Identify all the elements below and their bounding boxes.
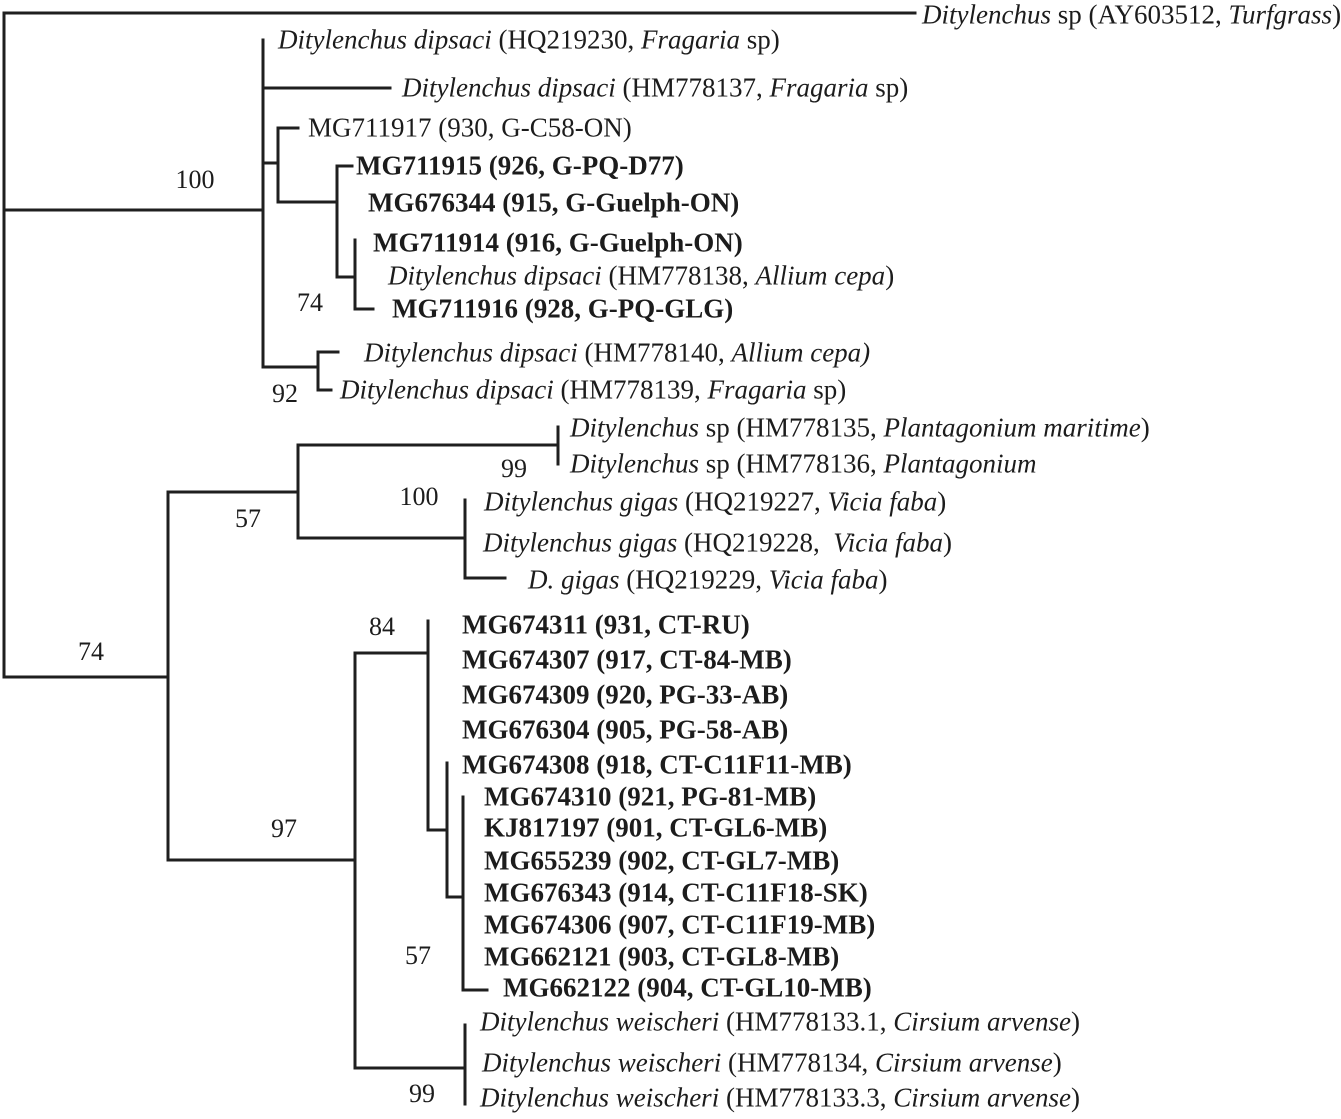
taxon-label-segment: (HM778134, <box>721 1047 875 1078</box>
taxon-label-italic-segment: Allium cepa) <box>731 337 871 368</box>
taxon-label <box>368 187 740 218</box>
taxon-label <box>388 260 895 291</box>
taxon-label-italic-segment: Ditylenchus gigas <box>483 527 678 558</box>
taxon-label-italic-segment: Ditylenchus <box>570 448 699 479</box>
taxon-label-italic-segment: Vicia faba <box>768 564 879 595</box>
taxon-label-segment: MG711916 (928, G-PQ-GLG) <box>392 293 734 324</box>
taxon-label-segment: (HQ219230, <box>491 24 641 55</box>
taxon-label-segment: ) <box>1070 1006 1080 1037</box>
taxon-label-italic-segment: Ditylenchus dipsaci <box>278 24 492 55</box>
taxon-label-segment: MG711917 (930, G-C58-ON) <box>308 112 632 143</box>
taxon-label-italic-segment: Ditylenchus dipsaci <box>402 72 616 103</box>
taxon-label <box>484 909 876 940</box>
taxon-label-segment: (HM778138, <box>601 260 756 291</box>
taxon-label-segment: MG674309 (920, PG-33-AB) <box>462 679 789 710</box>
taxon-label <box>484 941 840 972</box>
taxon-label-italic-segment: Fragaria <box>707 374 807 405</box>
taxon-label <box>364 337 871 368</box>
taxon-label-italic-segment: Fragaria <box>769 72 869 103</box>
bootstrap-value: 84 <box>369 612 395 641</box>
taxon-label-segment: MG674307 (917, CT-84-MB) <box>462 644 792 675</box>
taxon-label-segment: MG674310 (921, PG-81-MB) <box>484 781 817 812</box>
taxon-label <box>278 24 780 55</box>
taxon-label-segment: sp (AY603512, <box>1050 0 1229 30</box>
taxon-label-segment: sp) <box>739 24 780 55</box>
taxon-label-segment: MG655239 (902, CT-GL7-MB) <box>484 845 840 876</box>
taxon-label-segment: (HM778140, <box>577 337 732 368</box>
taxon-label <box>484 845 840 876</box>
taxon-label-italic-segment: Vicia faba <box>827 486 938 517</box>
taxon-label <box>462 679 789 710</box>
taxon-label-segment: (HQ219228, <box>677 527 834 558</box>
taxon-label-segment: MG676304 (905, PG-58-AB) <box>462 714 789 745</box>
taxon-label <box>482 1047 1062 1078</box>
bootstrap-value: 74 <box>78 637 104 666</box>
taxon-label-italic-segment: Vicia faba <box>833 527 943 558</box>
taxon-label <box>528 564 888 595</box>
taxon-label-segment: (HM778139, <box>553 374 708 405</box>
taxon-label-segment: sp) <box>868 72 909 103</box>
taxon-label <box>570 412 1150 443</box>
taxon-label-italic-segment: Ditylenchus <box>922 0 1051 30</box>
taxon-label-segment: MG662122 (904, CT-GL10-MB) <box>503 972 872 1003</box>
taxon-label-segment: ) <box>937 486 947 517</box>
taxon-label-segment: MG711915 (926, G-PQ-D77) <box>356 150 684 181</box>
taxon-label-italic-segment: Cirsium arvense <box>893 1006 1071 1037</box>
taxon-label-italic-segment: Ditylenchus dipsaci <box>388 260 602 291</box>
taxon-label <box>484 781 817 812</box>
taxon-label-segment: MG662121 (903, CT-GL8-MB) <box>484 941 840 972</box>
taxon-label <box>373 227 743 258</box>
taxon-label <box>462 609 750 640</box>
taxon-label <box>462 714 789 745</box>
taxon-label-segment: (HQ219229, <box>619 564 769 595</box>
taxon-label-italic-segment: Turfgrass <box>1228 0 1333 30</box>
taxon-label <box>462 749 852 780</box>
taxon-label-italic-segment: Ditylenchus gigas <box>484 486 679 517</box>
taxon-label <box>340 374 847 405</box>
bootstrap-value: 99 <box>409 1079 435 1108</box>
taxon-label <box>308 112 632 143</box>
taxon-label-segment: (HQ219227, <box>678 486 828 517</box>
taxon-label-italic-segment: Plantagonium maritime <box>883 412 1141 443</box>
taxon-label-segment: MG676344 (915, G-Guelph-ON) <box>368 187 740 218</box>
taxon-label-italic-segment: Ditylenchus dipsaci <box>340 374 554 405</box>
taxon-label-segment: ) <box>1332 0 1341 30</box>
taxon-label <box>484 486 947 517</box>
taxon-label-italic-segment: Ditylenchus weischeri <box>482 1047 722 1078</box>
taxon-label-italic-segment: Allium cepa <box>755 260 886 291</box>
taxon-label <box>483 527 952 558</box>
taxon-label <box>570 448 1037 479</box>
taxon-label <box>392 293 734 324</box>
taxon-label-italic-segment: Ditylenchus weischeri <box>480 1082 720 1113</box>
taxon-label-italic-segment: Fragaria <box>640 24 740 55</box>
bootstrap-value: 57 <box>405 941 431 970</box>
bootstrap-value: 100 <box>399 482 439 511</box>
taxon-label-segment: (HM778133.1, <box>719 1006 894 1037</box>
taxon-label-italic-segment: D. gigas <box>528 564 620 595</box>
bootstrap-value: 92 <box>272 379 298 408</box>
taxon-label-segment: MG674306 (907, CT-C11F19-MB) <box>484 909 876 940</box>
taxon-label-segment: ) <box>1070 1082 1080 1113</box>
taxon-label <box>922 2 1341 29</box>
bootstrap-value: 100 <box>175 165 215 194</box>
taxon-label-italic-segment: Ditylenchus weischeri <box>480 1006 720 1037</box>
bootstrap-value: 97 <box>271 814 297 843</box>
taxon-label <box>402 72 909 103</box>
taxon-label-segment: ) <box>942 527 952 558</box>
taxon-label <box>484 812 828 843</box>
taxon-label-italic-segment: Cirsium arvense <box>874 1047 1053 1078</box>
taxon-label-segment: sp (HM778136, <box>698 448 884 479</box>
taxon-label-segment: sp (HM778135, <box>698 412 884 443</box>
taxon-label <box>480 1006 1080 1037</box>
bootstrap-value: 99 <box>501 454 527 483</box>
bootstrap-value: 57 <box>235 504 261 533</box>
taxon-label-segment: KJ817197 (901, CT-GL6-MB) <box>484 812 828 843</box>
taxon-label <box>462 644 792 675</box>
taxon-label-segment: ) <box>1140 412 1150 443</box>
taxon-label <box>480 1082 1080 1113</box>
taxon-label-segment: ) <box>885 260 895 291</box>
taxon-label-segment: (HM778133.3, <box>719 1082 894 1113</box>
taxon-label <box>503 972 872 1003</box>
taxon-label-italic-segment: Ditylenchus dipsaci <box>364 337 578 368</box>
taxon-label <box>356 150 684 181</box>
taxon-label-italic-segment: Cirsium arvense <box>893 1082 1071 1113</box>
taxon-label-segment: MG674311 (931, CT-RU) <box>462 609 750 640</box>
taxon-label-italic-segment: Ditylenchus <box>570 412 699 443</box>
bootstrap-value: 74 <box>297 288 323 317</box>
taxon-label-segment: ) <box>878 564 888 595</box>
taxon-label-italic-segment: Plantagonium <box>883 448 1037 479</box>
taxon-label-segment: MG711914 (916, G-Guelph-ON) <box>373 227 743 258</box>
taxon-label-segment: MG674308 (918, CT-C11F11-MB) <box>462 749 852 780</box>
taxon-label-segment: sp) <box>806 374 847 405</box>
taxon-label-segment: MG676343 (914, CT-C11F18-SK) <box>484 877 868 908</box>
taxon-label-segment: ) <box>1052 1047 1062 1078</box>
taxon-label-segment: (HM778137, <box>615 72 770 103</box>
taxon-label <box>484 877 868 908</box>
